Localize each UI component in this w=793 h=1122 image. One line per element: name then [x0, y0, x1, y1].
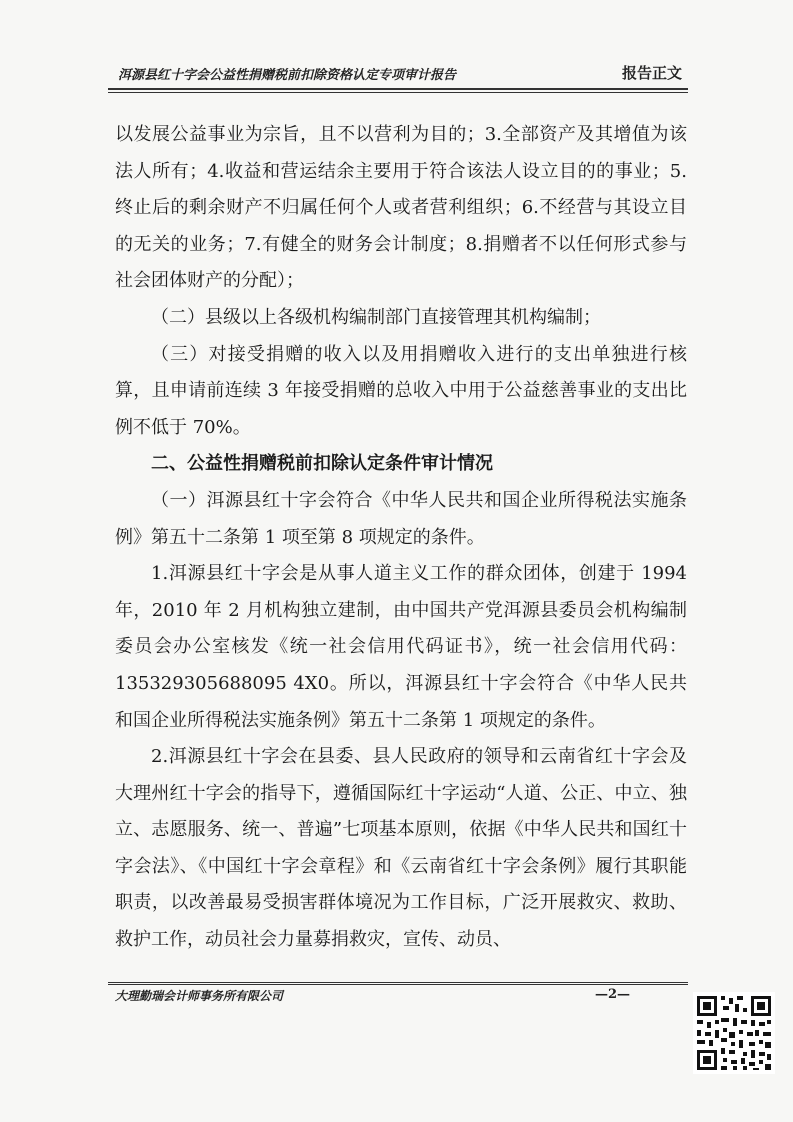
firm-name: 大理勤瑞会计师事务所有限公司: [115, 989, 284, 1003]
paragraph-condition-1: （一）洱源县红十字会符合《中华人民共和国企业所得税法实施条例》第五十二条第 1 项至第 8 项规定的条件。: [115, 489, 687, 548]
page-number: —2—: [595, 987, 631, 1002]
paragraph-point-1: 1.洱源县红十字会是从事人道主义工作的群众团体，创建于 1994 年，2010 年 2 月机构独立建制，由中国共产党洱源县委员会机构编制委员会办公室核发《统一社会信用代码证书》，统一社会信用代码：135329305688095 4X0。所以，洱源县红十字会符合《中华人民共和国企业所得税法实施条例》第五十二条第 1 项规定的条件。: [115, 563, 687, 731]
section-heading: 二、公益性捐赠税前扣除认定条件审计情况: [151, 453, 493, 475]
report-title: 洱源县红十字会公益性捐赠税前扣除资格认定专项审计报告: [118, 68, 457, 83]
qr-code-icon: [693, 992, 775, 1074]
paragraph-item-3: （三）对接受捐赠的收入以及用捐赠收入进行的支出单独进行核算，且申请前连续 3 年接受捐赠的总收入中用于公益慈善事业的支出比例不低于 70%。: [115, 343, 687, 438]
paragraph-item-2: （二）县级以上各级机构编制部门直接管理其机构编制；: [151, 306, 601, 328]
paragraph-continued: 以发展公益事业为宗旨，且不以营利为目的；3.全部资产及其增值为该法人所有；4.收益和营运结余主要用于符合该法人设立目的的事业；5.终止后的剩余财产不归属任何个人或者营利组织；6.不经营与其设立目的无关的业务；7.有健全的财务会计制度；8.捐赠者不以任何形式参与社会团体财产的分配）；: [115, 124, 687, 292]
footer-divider: [108, 982, 688, 985]
qr-code-graphic: [693, 992, 775, 1074]
document-body: [115, 117, 687, 959]
section-label: 报告正文: [621, 64, 682, 82]
header-divider: [108, 88, 688, 93]
page-header: [108, 62, 688, 86]
paragraph-point-2: 2.洱源县红十字会在县委、县人民政府的领导和云南省红十字会及大理州红十字会的指导下，遵循国际红十字运动“人道、公正、中立、独立、志愿服务、统一、普遍”七项基本原则，依据《中华人民共和国红十字会法》、《中国红十字会章程》和《云南省红十字会条例》履行其职能职责，以改善最易受损害群体境况为工作目标，广泛开展救灾、救助、救护工作，动员社会力量募捐救灾，宣传、动员、: [115, 746, 687, 951]
